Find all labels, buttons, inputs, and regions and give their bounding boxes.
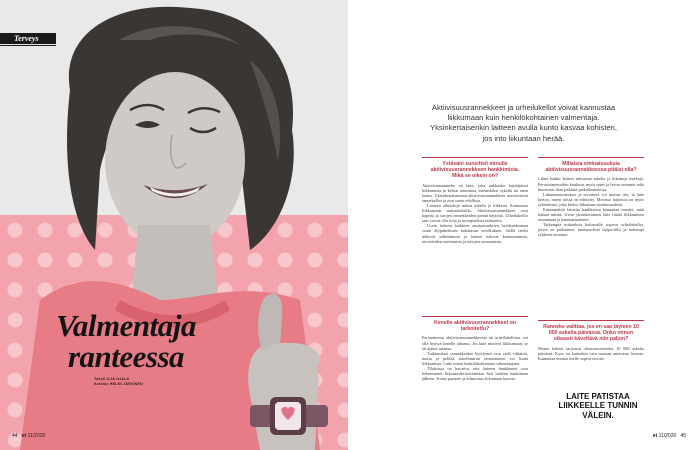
folio-right: [653, 433, 686, 439]
right-page: [348, 0, 696, 450]
paragraph: Tarkempia mittauksia haluavalle sopivat urheilukellot, joissa on paikannus, monipuoliset lajiprofiilit ja tarkempi sykkeen seuranta.: [538, 222, 644, 238]
title-line-2: ranteessa: [67, 339, 185, 374]
column-left-top: [422, 157, 528, 244]
issue: 11/2020: [658, 433, 677, 439]
pull-quote: LAITE PATISTAA LIIKKEELLE TUNNIN VÄLEIN.: [558, 392, 638, 420]
title-line-1: Valmentaja: [56, 308, 196, 343]
question-heading: Ystäväni suositteli minulle aktiivisuusrannekkeen hankkimista. Mikä se oikein on?: [422, 157, 528, 183]
paragraph: Lähes kaikki laitteet mittaavat askelia ja liikuttuja matkoja. Perustoimintoihin kuuluvat myös unen ja levon seuranta sekä muistutus liian pitkästä paikallaanolosta.: [538, 176, 644, 192]
paragraph: Tiluksissa on havaittu, että laitteen hankkineet ovat kohentaneet liikunta-aktiivisuuttaan heti laitteen hankinnan jälkeen. Kunto paranee ja kiinnostus liikuntaan kasvaa.: [422, 365, 528, 382]
byline-text: Teksti ILJA OJALA: [94, 377, 130, 381]
magazine-name: et: [652, 433, 658, 439]
lead-paragraph: Aktiivisuusrannekkeet ja urheilukellot voivat kannustaa liikkumaan kuin henkilökohtainen valmentaja. Yksinkertaisenkin laitteen avulla kunto kasvaa kohisten, jos into liikuntaan herää.: [430, 103, 617, 143]
issue: 11/2020: [27, 433, 46, 439]
column-right-bottom: [538, 320, 644, 361]
answer-text: [422, 183, 528, 244]
byline: [94, 377, 143, 387]
answer-text: [538, 346, 644, 361]
answer-text: [538, 176, 644, 237]
paragraph: Monet laitteet tarjoavat oletustavoitteeksi 10 000 askelta päivässä. Kyse on kuitenkin vain suuntaa antavasta luvusta. Kannattaa asettaa itselle sopiva tavoite.: [538, 345, 644, 361]
paragraph: Periaatteessa aktiivisuusrannekkeesta tai urheilukellosta voi olla hyötyä kenelle tahansa. Jos laite motivoi liikkumaan, se on ajanut asiansa.: [422, 335, 528, 351]
question-heading: Ranneke valittaa, jos en saa täyteen 10 000 askelta päivässä. Onko minun oikeasti käveltävä niin paljon?: [538, 320, 644, 346]
article-title: [26, 310, 226, 372]
page-number: 44: [12, 433, 18, 439]
neck: [132, 225, 218, 300]
answer-text: [422, 335, 528, 381]
paragraph: Aktiivisuusranneke on laite, joka tarkkailee käyttäjänsä liikkumista ja kehon toimintaa, esimerkiksi sykettä tai unen laatua. Yksinkertaisimmat aktiivisuusrannekkeet muistuttavat rannekelloa ja ovat usein edullisia.: [422, 182, 528, 203]
question-heading: Millaisia ominaisuuksia aktiivisuusrannekkeessa pitäisi olla?: [538, 157, 644, 176]
question-heading: Kenelle aktiivisuusrannekkeet on tarkoitettu?: [422, 316, 528, 335]
folio-left: [12, 433, 45, 439]
section-rule: [0, 45, 56, 46]
paragraph: Liikuntasuositukset ja tavoitteet voi asettaa itse, ja laite kertoo, miten niissä on edistytty. Monissa laitteissa on myös sykemittari, joka kertoo liikunnan rasittavuudesta.: [538, 191, 644, 207]
paragraph: Ensimmäisiä laitteita hankkiessa kannattaa miettiä, mitä haluaa mitata. Usein yksinkertainen laite riittää liikkumisen seurantaan ja kannustamiseen.: [538, 206, 644, 223]
column-left-bottom: [422, 316, 528, 381]
column-right-top: [538, 157, 644, 238]
page-number: 45: [680, 433, 686, 439]
paragraph: Laitteen alkutekijä mittaa askelia ja liikkeitä. Kannustaa liikkumaan muistutuksilla. Aktiivisuusrannekkeet ovat kapeita ja sirojen rannekkeiden pieniä näyttöjä. Urheilukellot taas voivat olla isoja ja monipuolisia mittareita.: [422, 202, 528, 224]
paragraph: Tutkimukset rannekkeiden hyödyistä ovat vielä vähäisiä, mutta jo pelkkä askelmäärän seuraaminen voi lisätä liikkumista. Laite toimii henkilökohtaisena valmentajana.: [422, 350, 528, 366]
section-tag: Terveys: [0, 33, 56, 44]
byline-photo: Kuvitus HELMI JÄRVINEN: [94, 382, 143, 386]
paragraph: Usein laitteen kaikkien ominaisuuksien hyödyntäminen vaatii älypuhelimen ladattavan sovelluksen. Siellä tiedot näkyvät selkeämmin ja laitteet tukevat kannustamista, tavoitteiden asettamista ja tietojen seuraamista.: [422, 223, 528, 244]
face: [105, 72, 245, 248]
magazine-name: et: [21, 433, 27, 439]
